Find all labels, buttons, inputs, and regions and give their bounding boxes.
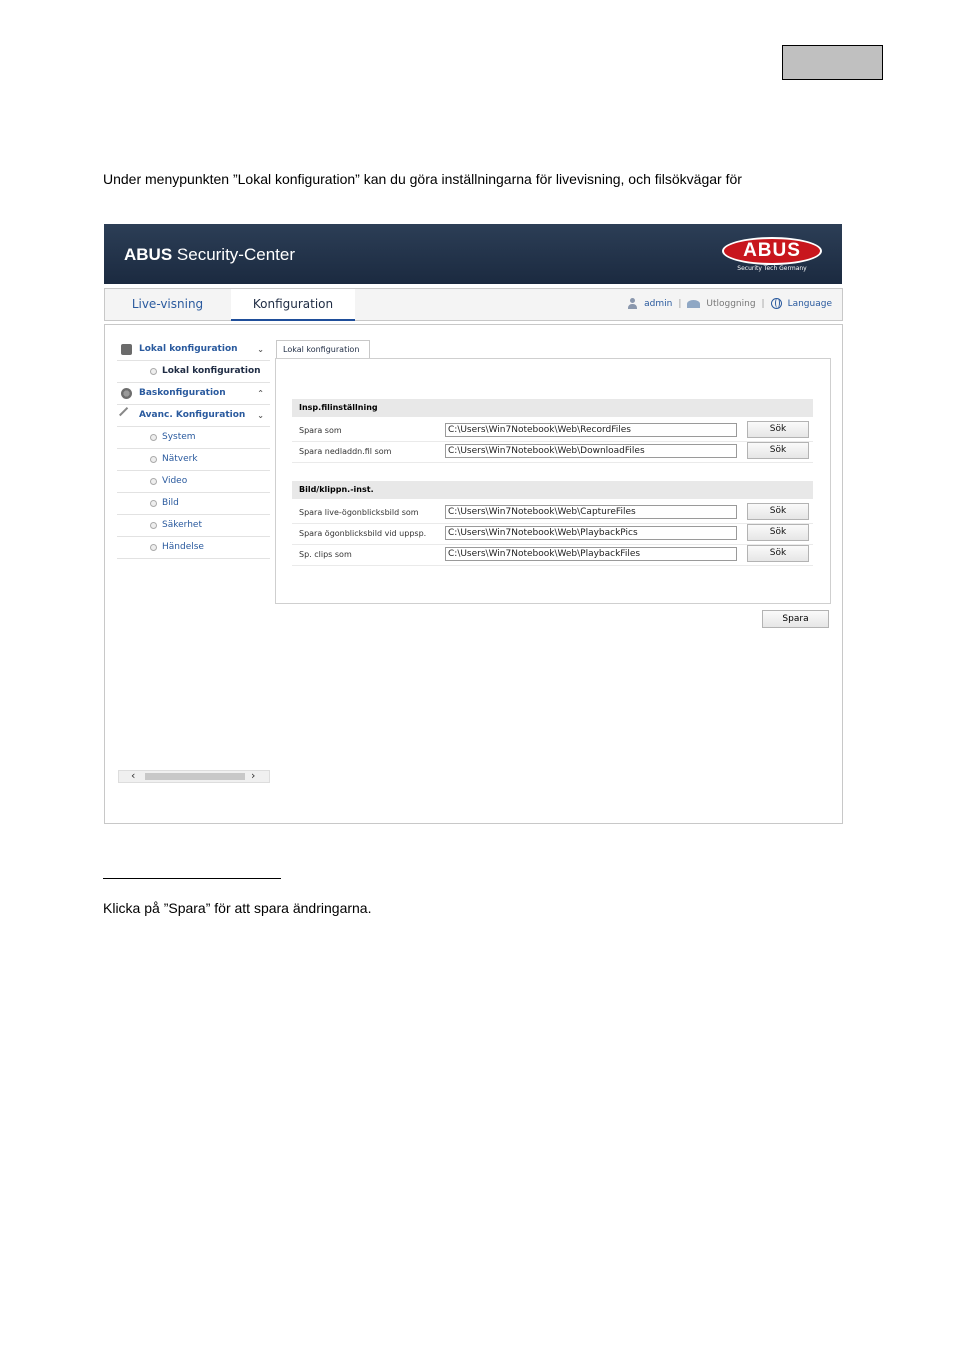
app-title: ABUS Security-Center (124, 245, 295, 264)
sidebar-item-video[interactable]: Video (117, 471, 270, 493)
outro-text: Klicka på ”Spara” för att spara ändringarna. (103, 900, 372, 916)
sidebar (117, 339, 270, 559)
scroll-left-icon[interactable]: ‹ (131, 769, 136, 782)
browse-button[interactable]: Sök (747, 545, 809, 562)
tab-konfiguration[interactable]: Konfiguration (231, 289, 355, 321)
path-input[interactable]: C:\Users\Win7Notebook\Web\CaptureFiles (445, 505, 737, 519)
wrench-icon (119, 407, 136, 424)
setting-label: Spara nedladdn.fil som (299, 447, 392, 456)
footnote-divider (103, 878, 281, 879)
user-icon (627, 298, 638, 309)
setting-label: Sp. clips som (299, 550, 352, 559)
sidebar-item-sakerhet[interactable]: Säkerhet (117, 515, 270, 537)
path-input[interactable]: C:\Users\Win7Notebook\Web\RecordFiles (445, 423, 737, 437)
chevron-down-icon[interactable]: ⌄ (257, 411, 264, 420)
logout-link[interactable]: Utloggning (706, 298, 756, 309)
setting-row (292, 502, 813, 524)
intro-text: Under menypunkten ”Lokal konfiguration” kan du göra inställningarna för livevisning, och filsökvägar för (103, 171, 742, 187)
user-name: admin (644, 298, 673, 309)
top-nav (104, 288, 843, 321)
browse-button[interactable]: Sök (747, 524, 809, 541)
screenshot (104, 224, 843, 824)
sidebar-section-basic[interactable]: Baskonfiguration ⌃ (117, 383, 270, 405)
scroll-thumb[interactable] (145, 773, 245, 780)
sidebar-scrollbar[interactable] (118, 770, 270, 783)
basic-config-icon (121, 388, 132, 399)
section-record-files: Insp.filinställning (292, 399, 813, 417)
browse-button[interactable]: Sök (747, 442, 809, 459)
main-area (104, 324, 843, 824)
sidebar-item-system[interactable]: System (117, 427, 270, 449)
globe-icon[interactable] (771, 298, 782, 309)
sidebar-item-lokal-konfiguration[interactable]: Lokal konfiguration (117, 361, 270, 383)
sidebar-section-advanced[interactable]: Avanc. Konfiguration ⌄ (117, 405, 270, 427)
sidebar-item-handelse[interactable]: Händelse (117, 537, 270, 559)
sidebar-section-local[interactable]: Lokal konfiguration ⌄ (117, 339, 270, 361)
local-config-icon (121, 344, 132, 355)
setting-row (292, 523, 813, 545)
user-bar: admin | Utloggning | Language (627, 298, 832, 309)
browse-button[interactable]: Sök (747, 503, 809, 520)
sidebar-item-natverk[interactable]: Nätverk (117, 449, 270, 471)
section-picture-clips: Bild/klippn.-inst. (292, 481, 813, 499)
settings-panel (275, 358, 831, 604)
language-link[interactable]: Language (787, 298, 832, 309)
setting-label: Spara som (299, 426, 342, 435)
setting-label: Spara ögonblicksbild vid uppsp. (299, 529, 427, 538)
browse-button[interactable]: Sök (747, 421, 809, 438)
tab-live-visning[interactable]: Live-visning (131, 297, 204, 311)
setting-row (292, 420, 813, 442)
chevron-up-icon[interactable]: ⌃ (257, 389, 264, 398)
setting-row (292, 441, 813, 463)
header-banner (104, 224, 842, 284)
scroll-right-icon[interactable]: › (251, 769, 256, 782)
abus-logo: ABUS Security Tech Germany (722, 234, 824, 276)
sidebar-item-bild[interactable]: Bild (117, 493, 270, 515)
save-button[interactable]: Spara (762, 610, 829, 628)
path-input[interactable]: C:\Users\Win7Notebook\Web\PlaybackFiles (445, 547, 737, 561)
setting-label: Spara live-ögonblicksbild som (299, 508, 419, 517)
path-input[interactable]: C:\Users\Win7Notebook\Web\DownloadFiles (445, 444, 737, 458)
path-input[interactable]: C:\Users\Win7Notebook\Web\PlaybackPics (445, 526, 737, 540)
chevron-down-icon[interactable]: ⌄ (257, 345, 264, 354)
page-label-box (782, 45, 883, 80)
logout-icon[interactable] (687, 300, 700, 308)
tab-lokal-konfiguration[interactable]: Lokal konfiguration (276, 340, 370, 358)
setting-row (292, 544, 813, 566)
